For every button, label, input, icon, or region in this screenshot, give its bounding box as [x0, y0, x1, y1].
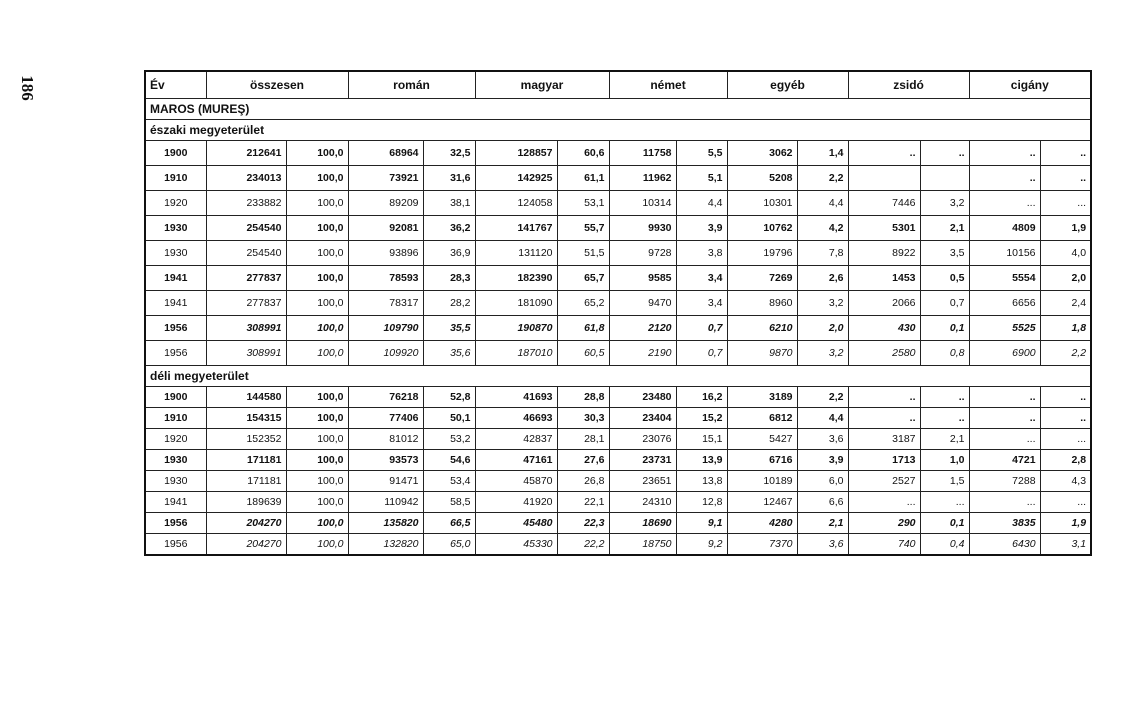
percent-cell: 5,1: [676, 166, 727, 191]
percent-cell: 4,4: [676, 191, 727, 216]
percent-cell: 100,0: [286, 387, 348, 408]
year-cell: 1920: [145, 191, 206, 216]
percent-cell: 15,1: [676, 429, 727, 450]
count-cell: 91471: [348, 471, 423, 492]
percent-cell: 58,5: [423, 492, 475, 513]
count-cell: 171181: [206, 450, 286, 471]
percent-cell: 3,4: [676, 291, 727, 316]
count-cell: 93573: [348, 450, 423, 471]
year-cell: 1900: [145, 141, 206, 166]
count-cell: 89209: [348, 191, 423, 216]
count-cell: 2120: [609, 316, 676, 341]
year-cell: 1956: [145, 341, 206, 366]
percent-cell: 22,3: [557, 513, 609, 534]
percent-cell: 100,0: [286, 316, 348, 341]
percent-cell: 0,1: [920, 316, 969, 341]
percent-cell: 26,8: [557, 471, 609, 492]
count-cell: 9585: [609, 266, 676, 291]
count-cell: 23076: [609, 429, 676, 450]
percent-cell: 4,3: [1040, 471, 1091, 492]
count-cell: 18690: [609, 513, 676, 534]
section-title: déli megyeterület: [145, 366, 1091, 387]
table-row: [145, 341, 1091, 366]
percent-cell: 2,2: [797, 166, 848, 191]
percent-cell: 6,0: [797, 471, 848, 492]
count-cell: 189639: [206, 492, 286, 513]
year-cell: 1930: [145, 471, 206, 492]
count-cell: 142925: [475, 166, 557, 191]
count-cell: 181090: [475, 291, 557, 316]
count-cell: 23651: [609, 471, 676, 492]
percent-cell: 100,0: [286, 492, 348, 513]
percent-cell: 2,8: [1040, 450, 1091, 471]
count-cell: 5427: [727, 429, 797, 450]
percent-cell: 50,1: [423, 408, 475, 429]
percent-cell: 65,0: [423, 534, 475, 556]
percent-cell: 3,4: [676, 266, 727, 291]
count-cell: 171181: [206, 471, 286, 492]
count-cell: 46693: [475, 408, 557, 429]
count-cell: 152352: [206, 429, 286, 450]
count-cell: 182390: [475, 266, 557, 291]
percent-cell: 2,0: [1040, 266, 1091, 291]
percent-cell: ..: [1040, 166, 1091, 191]
count-cell: 9930: [609, 216, 676, 241]
year-cell: 1900: [145, 387, 206, 408]
percent-cell: 22,1: [557, 492, 609, 513]
table-row: [145, 291, 1091, 316]
count-cell: 1453: [848, 266, 920, 291]
count-cell: 10762: [727, 216, 797, 241]
percent-cell: 28,1: [557, 429, 609, 450]
percent-cell: 12,8: [676, 492, 727, 513]
count-cell: 254540: [206, 216, 286, 241]
percent-cell: 100,0: [286, 471, 348, 492]
percent-cell: 9,1: [676, 513, 727, 534]
table-row: [145, 316, 1091, 341]
count-cell: 154315: [206, 408, 286, 429]
count-cell: 234013: [206, 166, 286, 191]
count-cell: 23480: [609, 387, 676, 408]
year-cell: 1910: [145, 166, 206, 191]
count-cell: 8922: [848, 241, 920, 266]
count-cell: 9728: [609, 241, 676, 266]
percent-cell: 3,9: [676, 216, 727, 241]
count-cell: [848, 166, 920, 191]
table-row: [145, 241, 1091, 266]
count-cell: 4721: [969, 450, 1040, 471]
table-row: [145, 387, 1091, 408]
count-cell: 233882: [206, 191, 286, 216]
count-cell: 135820: [348, 513, 423, 534]
table-row: [145, 471, 1091, 492]
percent-cell: 100,0: [286, 450, 348, 471]
percent-cell: ..: [920, 141, 969, 166]
percent-cell: 2,1: [797, 513, 848, 534]
year-cell: 1941: [145, 291, 206, 316]
count-cell: 45870: [475, 471, 557, 492]
count-cell: 2580: [848, 341, 920, 366]
count-cell: 3835: [969, 513, 1040, 534]
count-cell: 2527: [848, 471, 920, 492]
year-cell: 1930: [145, 450, 206, 471]
count-cell: 290: [848, 513, 920, 534]
count-cell: 11962: [609, 166, 676, 191]
percent-cell: ..: [1040, 387, 1091, 408]
percent-cell: 1,0: [920, 450, 969, 471]
year-cell: 1956: [145, 534, 206, 556]
percent-cell: 100,0: [286, 216, 348, 241]
percent-cell: 100,0: [286, 429, 348, 450]
count-cell: 109790: [348, 316, 423, 341]
count-cell: 740: [848, 534, 920, 556]
count-cell: 131120: [475, 241, 557, 266]
count-cell: 68964: [348, 141, 423, 166]
percent-cell: 0,5: [920, 266, 969, 291]
count-cell: 204270: [206, 513, 286, 534]
count-cell: 1713: [848, 450, 920, 471]
percent-cell: 3,6: [797, 429, 848, 450]
percent-cell: 66,5: [423, 513, 475, 534]
percent-cell: 28,2: [423, 291, 475, 316]
percent-cell: 53,1: [557, 191, 609, 216]
count-cell: 18750: [609, 534, 676, 556]
percent-cell: 13,9: [676, 450, 727, 471]
count-cell: 11758: [609, 141, 676, 166]
year-cell: 1910: [145, 408, 206, 429]
count-cell: 277837: [206, 291, 286, 316]
percent-cell: 0,7: [676, 316, 727, 341]
percent-cell: 3,5: [920, 241, 969, 266]
count-cell: ..: [848, 387, 920, 408]
percent-cell: 61,8: [557, 316, 609, 341]
percent-cell: 2,1: [920, 429, 969, 450]
count-cell: 128857: [475, 141, 557, 166]
count-cell: 308991: [206, 316, 286, 341]
count-cell: ...: [969, 492, 1040, 513]
percent-cell: 65,2: [557, 291, 609, 316]
count-cell: 6900: [969, 341, 1040, 366]
population-table: [144, 70, 1092, 556]
count-cell: 6716: [727, 450, 797, 471]
page-number: 186: [18, 75, 37, 101]
percent-cell: 27,6: [557, 450, 609, 471]
count-cell: 78317: [348, 291, 423, 316]
count-cell: 93896: [348, 241, 423, 266]
count-cell: 141767: [475, 216, 557, 241]
year-cell: 1956: [145, 316, 206, 341]
percent-cell: 100,0: [286, 191, 348, 216]
count-cell: 204270: [206, 534, 286, 556]
percent-cell: ...: [1040, 191, 1091, 216]
count-cell: 4809: [969, 216, 1040, 241]
count-cell: 41693: [475, 387, 557, 408]
count-cell: 2190: [609, 341, 676, 366]
percent-cell: 3,9: [797, 450, 848, 471]
percent-cell: 1,4: [797, 141, 848, 166]
table-row: [145, 141, 1091, 166]
table-row: [145, 408, 1091, 429]
year-cell: 1920: [145, 429, 206, 450]
count-cell: ...: [969, 429, 1040, 450]
header-magyar: magyar: [475, 71, 609, 99]
year-cell: 1941: [145, 266, 206, 291]
percent-cell: 16,2: [676, 387, 727, 408]
table-row: [145, 429, 1091, 450]
count-cell: 8960: [727, 291, 797, 316]
percent-cell: 4,4: [797, 408, 848, 429]
percent-cell: 100,0: [286, 534, 348, 556]
percent-cell: 32,5: [423, 141, 475, 166]
count-cell: 92081: [348, 216, 423, 241]
count-cell: ..: [969, 387, 1040, 408]
percent-cell: ...: [1040, 429, 1091, 450]
percent-cell: 100,0: [286, 513, 348, 534]
percent-cell: 28,8: [557, 387, 609, 408]
percent-cell: ...: [1040, 492, 1091, 513]
percent-cell: ..: [920, 408, 969, 429]
table-row: [145, 216, 1091, 241]
percent-cell: 0,4: [920, 534, 969, 556]
percent-cell: 2,4: [1040, 291, 1091, 316]
percent-cell: 3,8: [676, 241, 727, 266]
count-cell: ..: [848, 408, 920, 429]
count-cell: 212641: [206, 141, 286, 166]
header-cigany: cigány: [969, 71, 1091, 99]
percent-cell: 9,2: [676, 534, 727, 556]
percent-cell: 100,0: [286, 141, 348, 166]
percent-cell: 100,0: [286, 408, 348, 429]
section-row: [145, 120, 1091, 141]
percent-cell: 3,1: [1040, 534, 1091, 556]
count-cell: 110942: [348, 492, 423, 513]
count-cell: 73921: [348, 166, 423, 191]
count-cell: 19796: [727, 241, 797, 266]
region-row: [145, 99, 1091, 120]
percent-cell: 53,4: [423, 471, 475, 492]
percent-cell: ..: [920, 387, 969, 408]
count-cell: 77406: [348, 408, 423, 429]
table-row: [145, 266, 1091, 291]
count-cell: 45480: [475, 513, 557, 534]
percent-cell: 2,6: [797, 266, 848, 291]
count-cell: 7288: [969, 471, 1040, 492]
table-row: [145, 534, 1091, 556]
count-cell: 6210: [727, 316, 797, 341]
percent-cell: 36,2: [423, 216, 475, 241]
count-cell: 42837: [475, 429, 557, 450]
section-title: északi megyeterület: [145, 120, 1091, 141]
percent-cell: 5,5: [676, 141, 727, 166]
count-cell: 187010: [475, 341, 557, 366]
count-cell: 9870: [727, 341, 797, 366]
percent-cell: 60,6: [557, 141, 609, 166]
percent-cell: 55,7: [557, 216, 609, 241]
percent-cell: 1,8: [1040, 316, 1091, 341]
count-cell: 7269: [727, 266, 797, 291]
count-cell: 6812: [727, 408, 797, 429]
header-egyeb: egyéb: [727, 71, 848, 99]
count-cell: ...: [848, 492, 920, 513]
count-cell: 190870: [475, 316, 557, 341]
percent-cell: 2,1: [920, 216, 969, 241]
count-cell: 45330: [475, 534, 557, 556]
count-cell: 23404: [609, 408, 676, 429]
year-cell: 1941: [145, 492, 206, 513]
percent-cell: 100,0: [286, 266, 348, 291]
count-cell: 81012: [348, 429, 423, 450]
percent-cell: 3,2: [920, 191, 969, 216]
year-cell: 1930: [145, 216, 206, 241]
count-cell: 254540: [206, 241, 286, 266]
percent-cell: 2,0: [797, 316, 848, 341]
header-zsido: zsidó: [848, 71, 969, 99]
count-cell: 12467: [727, 492, 797, 513]
percent-cell: 1,5: [920, 471, 969, 492]
year-cell: 1956: [145, 513, 206, 534]
count-cell: 78593: [348, 266, 423, 291]
count-cell: ..: [969, 408, 1040, 429]
percent-cell: 0,7: [676, 341, 727, 366]
count-cell: 6656: [969, 291, 1040, 316]
count-cell: 5554: [969, 266, 1040, 291]
count-cell: 5525: [969, 316, 1040, 341]
header-roman: román: [348, 71, 475, 99]
percent-cell: 35,5: [423, 316, 475, 341]
percent-cell: 30,3: [557, 408, 609, 429]
count-cell: 277837: [206, 266, 286, 291]
percent-cell: 31,6: [423, 166, 475, 191]
count-cell: 5208: [727, 166, 797, 191]
count-cell: 10314: [609, 191, 676, 216]
header-row: [145, 71, 1091, 99]
count-cell: 3187: [848, 429, 920, 450]
percent-cell: 15,2: [676, 408, 727, 429]
header-osszesen: összesen: [206, 71, 348, 99]
percent-cell: ...: [920, 492, 969, 513]
percent-cell: 4,2: [797, 216, 848, 241]
percent-cell: 100,0: [286, 166, 348, 191]
count-cell: 124058: [475, 191, 557, 216]
percent-cell: 60,5: [557, 341, 609, 366]
count-cell: ..: [969, 141, 1040, 166]
count-cell: 144580: [206, 387, 286, 408]
percent-cell: 22,2: [557, 534, 609, 556]
count-cell: ..: [969, 166, 1040, 191]
percent-cell: 28,3: [423, 266, 475, 291]
table-row: [145, 492, 1091, 513]
percent-cell: 7,8: [797, 241, 848, 266]
percent-cell: 54,6: [423, 450, 475, 471]
percent-cell: 100,0: [286, 291, 348, 316]
percent-cell: 53,2: [423, 429, 475, 450]
percent-cell: 0,1: [920, 513, 969, 534]
count-cell: 7370: [727, 534, 797, 556]
table-row: [145, 513, 1091, 534]
percent-cell: 6,6: [797, 492, 848, 513]
count-cell: 47161: [475, 450, 557, 471]
count-cell: 7446: [848, 191, 920, 216]
percent-cell: 100,0: [286, 341, 348, 366]
count-cell: 10301: [727, 191, 797, 216]
percent-cell: 3,2: [797, 341, 848, 366]
percent-cell: 61,1: [557, 166, 609, 191]
table-row: [145, 166, 1091, 191]
count-cell: 10189: [727, 471, 797, 492]
percent-cell: 4,0: [1040, 241, 1091, 266]
percent-cell: 4,4: [797, 191, 848, 216]
percent-cell: [920, 166, 969, 191]
count-cell: 3189: [727, 387, 797, 408]
header-year: Év: [145, 71, 206, 99]
percent-cell: ..: [1040, 141, 1091, 166]
count-cell: 3062: [727, 141, 797, 166]
percent-cell: 65,7: [557, 266, 609, 291]
count-cell: 132820: [348, 534, 423, 556]
percent-cell: 2,2: [797, 387, 848, 408]
percent-cell: 1,9: [1040, 513, 1091, 534]
header-nemet: német: [609, 71, 727, 99]
count-cell: 308991: [206, 341, 286, 366]
count-cell: 430: [848, 316, 920, 341]
count-cell: 23731: [609, 450, 676, 471]
table-row: [145, 191, 1091, 216]
count-cell: 5301: [848, 216, 920, 241]
percent-cell: 100,0: [286, 241, 348, 266]
percent-cell: 35,6: [423, 341, 475, 366]
percent-cell: ..: [1040, 408, 1091, 429]
count-cell: 9470: [609, 291, 676, 316]
percent-cell: 3,2: [797, 291, 848, 316]
percent-cell: 0,8: [920, 341, 969, 366]
percent-cell: 36,9: [423, 241, 475, 266]
count-cell: 4280: [727, 513, 797, 534]
section-row: [145, 366, 1091, 387]
count-cell: 10156: [969, 241, 1040, 266]
count-cell: 41920: [475, 492, 557, 513]
percent-cell: 51,5: [557, 241, 609, 266]
year-cell: 1930: [145, 241, 206, 266]
count-cell: 2066: [848, 291, 920, 316]
count-cell: 109920: [348, 341, 423, 366]
count-cell: 76218: [348, 387, 423, 408]
percent-cell: 38,1: [423, 191, 475, 216]
region-title: MAROS (MUREŞ): [145, 99, 1091, 120]
table-row: [145, 450, 1091, 471]
count-cell: 6430: [969, 534, 1040, 556]
count-cell: ..: [848, 141, 920, 166]
count-cell: ...: [969, 191, 1040, 216]
percent-cell: 52,8: [423, 387, 475, 408]
count-cell: 24310: [609, 492, 676, 513]
percent-cell: 1,9: [1040, 216, 1091, 241]
percent-cell: 3,6: [797, 534, 848, 556]
percent-cell: 0,7: [920, 291, 969, 316]
percent-cell: 13,8: [676, 471, 727, 492]
percent-cell: 2,2: [1040, 341, 1091, 366]
